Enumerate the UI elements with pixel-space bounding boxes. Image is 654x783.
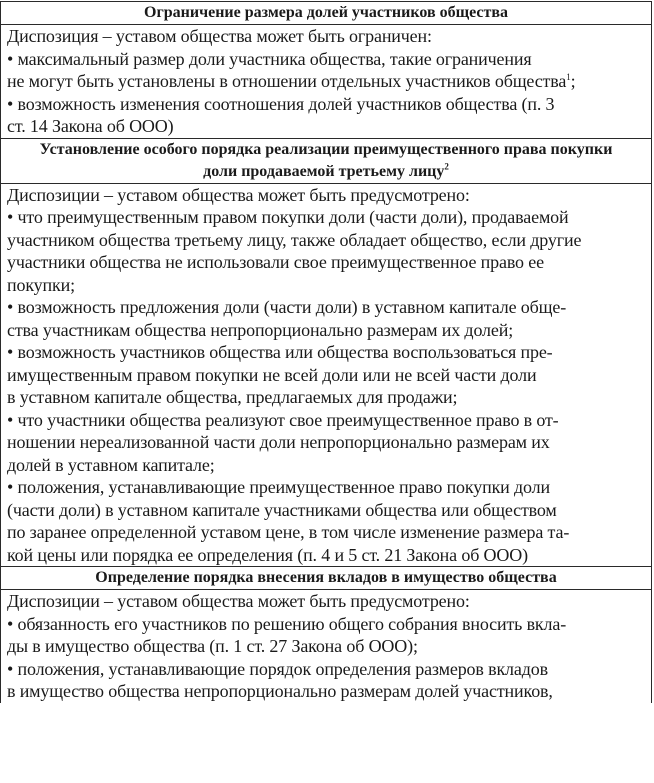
- body-line: (части доли) в уставном капитале участниками общества или обществом: [7, 499, 557, 520]
- body-line: Диспозиции – уставом общества может быть предусмотрено:: [7, 591, 470, 611]
- body-line: ношении нереализованной части доли непропорционально размерам их: [7, 432, 550, 452]
- section-body-row: [1, 25, 652, 139]
- section-body-contributions: [1, 590, 652, 703]
- body-line: в уставном капитале общества, предлагаемых для продажи;: [7, 387, 458, 407]
- body-line: участником общества третьему лицу, также обладает общество, если другие: [7, 229, 582, 250]
- section-header-preemptive-right: [1, 138, 652, 183]
- section-header-text: Ограничение размера долей участников общества: [144, 4, 508, 21]
- provisions-table: [0, 1, 652, 703]
- section-header-text-part: доли продаваемой третьему лицу: [203, 162, 445, 180]
- section-body-row: [1, 590, 652, 703]
- body-line-text: не могут быть установлены в отношении отдельных участников общества: [7, 71, 567, 91]
- section-body-share-size-limit: [1, 25, 652, 139]
- section-header-row: [1, 2, 652, 25]
- body-line: • что преимущественным правом покупки доли (части доли), продаваемой: [7, 207, 569, 227]
- section-header-share-size-limit: [1, 2, 652, 25]
- body-line: долей в уставном капитале;: [7, 454, 215, 475]
- body-line: Диспозиции – уставом общества может быть предусмотрено:: [7, 184, 470, 205]
- section-header-row: [1, 567, 652, 590]
- body-line: • возможность предложения доли (части доли) в уставном капитале обще-: [7, 297, 567, 317]
- body-line: [7, 70, 645, 93]
- body-line: ды в имущество общества (п. 1 ст. 27 Закона об ООО);: [7, 636, 418, 656]
- body-line: ст. 14 Закона об ООО): [7, 116, 174, 136]
- footnote-marker: 2: [444, 161, 449, 172]
- body-line: • максимальный размер доли участника общества, такие ограничения: [7, 48, 532, 69]
- body-line: покупки;: [7, 274, 75, 295]
- section-header-contributions: [1, 567, 652, 590]
- footnote-marker: 1: [566, 72, 571, 82]
- section-header-text: Определение порядка внесения вкладов в имущество общества: [95, 569, 557, 586]
- section-body-preemptive-right: [1, 183, 652, 567]
- body-line: • положения, устанавливающие преимущественное право покупки доли: [7, 477, 550, 497]
- body-line: в имущество общества непропорционально размерам долей участников,: [7, 681, 553, 701]
- body-line: • что участники общества реализуют свое преимущественное право в от-: [7, 409, 559, 430]
- body-line: кой цены или порядка ее определения (п. 4 и 5 ст. 21 Закона об ООО): [7, 544, 528, 565]
- body-line: • обязанность его участников по решению общего собрания вносить вкла-: [7, 613, 567, 634]
- body-line: ства участникам общества непропорционально размерам их долей;: [7, 319, 514, 340]
- section-body-row: [1, 183, 652, 567]
- body-line: • положения, устанавливающие порядок определения размеров вкладов: [7, 658, 548, 679]
- section-header-text: [7, 161, 645, 183]
- body-line: Диспозиция – уставом общества может быть ограничен:: [7, 26, 432, 46]
- body-line: по заранее определенной уставом цене, в том числе изменение размера та-: [7, 522, 570, 542]
- body-line-tail: ;: [570, 71, 576, 91]
- body-line: участники общества не использовали свое преимущественное право ее: [7, 252, 544, 272]
- section-header-text: Установление особого порядка реализации преимущественного права покупки: [39, 140, 613, 158]
- body-line: • возможность изменения соотношения долей участников общества (п. 3: [7, 93, 555, 114]
- body-line: имущественным правом покупки не всей доли или не всей части доли: [7, 364, 537, 385]
- section-header-row: [1, 138, 652, 183]
- body-line: • возможность участников общества или общества воспользоваться пре-: [7, 342, 553, 362]
